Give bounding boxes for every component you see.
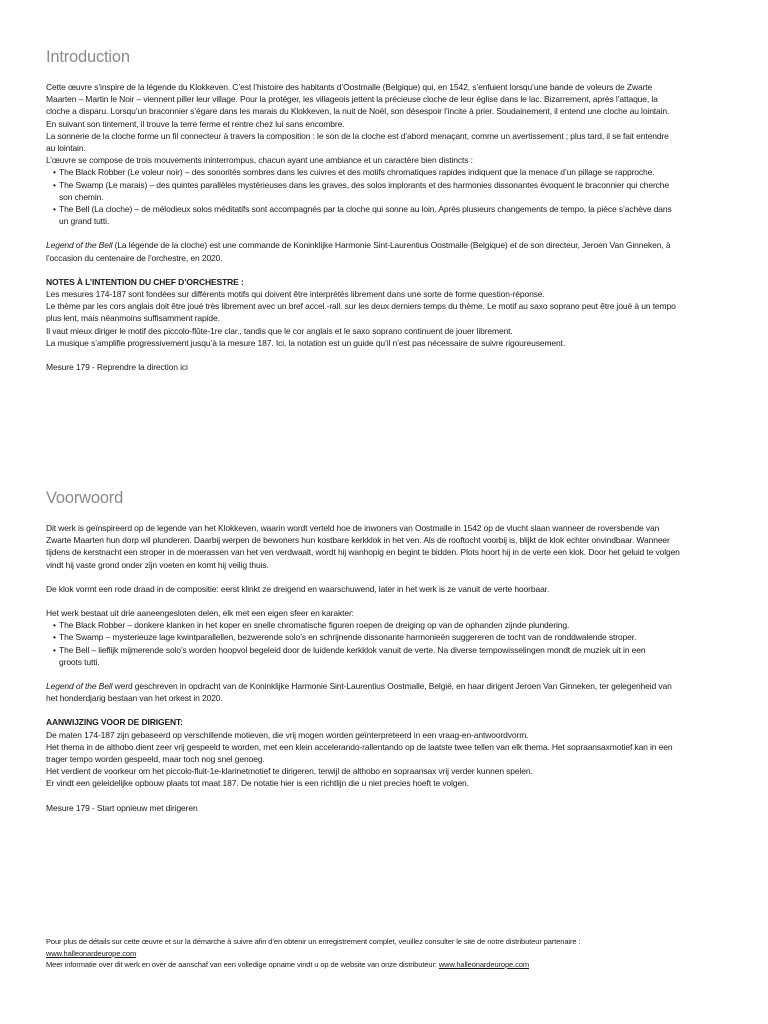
distributor-link-nl[interactable]: www.halleonardeurope.com xyxy=(438,960,529,969)
fr-paragraph-1: Cette œuvre s’inspire de la légende du Klokkeven. C’est l’histoire des habitants d’Oostmalle (Belgique) qui, en 1542, s’enfuient lorsqu’une bande de voleurs de Zwarte Maarten – Martin le Noir – viennent piller leur village. Pour la protéger, les villageois jettent la précieuse cloche de leur église dans le lac. Bizarrement, après l’attaque, la cloche a disparu. Lorsqu’un braconnier s’égare dans les marais du Klokkeven, la nuit de Noël, son désespoir l’incite à prier. Soudainement, il entend une cloche au lointain. En suivant son tintement, il trouve la terre ferme et rentre chez lui sans encombre. xyxy=(46,82,670,129)
fr-measure-note: Mesure 179 - Reprendre la direction ici xyxy=(46,362,188,373)
footer xyxy=(46,936,726,971)
nl-paragraph-1: Dit werk is geïnspireerd op de legende van het Klokkeven, waarin wordt verteld hoe de inwoners van Oostmalle in 1542 op de vlucht slaan wanneer de roversbende van Zwarte Maarten hun dorp wil plunderen. Daarbij werpen de bewoners hun kostbare kerkklok in het ven. Als de rooftocht voorbij is, blijkt de klok echter onvindbaar. Wanneer tijdens de kerstnacht een stroper in de moerassen van het ven verdwaalt, wordt hij wanhopig en begint te bidden. Plots hoort hij in de verte een klok. Door het geluid te volgen vindt hij vaste grond onder zijn voeten en komt hij veilig thuis. xyxy=(46,523,680,570)
fr-paragraph-3: L’œuvre se compose de trois mouvements ininterrompus, chacun ayant une ambiance et un caractère bien distincts : xyxy=(46,155,473,166)
section-voorwoord xyxy=(46,489,726,814)
introduction-heading: Introduction xyxy=(46,48,130,66)
nl-commission-paragraph: Legend of the Bell werd geschreven in opdracht van de Koninklijke Harmonie Sint-Laurentius Oostmalle, België, en haar dirigent Jeroen Van Ginneken, ter gelegenheid van het honderdjarig bestaan van het orkest in 2020. xyxy=(46,681,672,704)
section-introduction xyxy=(46,48,726,373)
list-item: • The Black Robber (Le voleur noir) – des sonorités sombres dans les cuivres et des motifs chromatiques rapides indiquent que la menace d’un pillage se rapproche. xyxy=(46,166,726,178)
list-item: • The Bell (La cloche) – de mélodieux solos méditatifs sont accompagnés par la cloche qui sonne au loin. Après plusieurs changements de tempo, la pièce s’achève dans un grand tutti. xyxy=(46,203,726,227)
fr-notes-heading: NOTES À L’INTENTION DU CHEF D’ORCHESTRE : xyxy=(46,276,244,287)
nl-measure-note: Mesure 179 - Start opnieuw met dirigeren xyxy=(46,802,198,813)
fr-notes: Les mesures 174-187 sont fondées sur différents motifs qui doivent être interprétés librement dans une sorte de forme question-réponse. Le thème par les cors anglais doit être joué très librement avec un bref accel.-rall. sur les deux derniers temps du thème. Le motif au saxo soprano peut être joué à un tempo plus lent, mais néanmoins suffisamment rapide. Il vaut mieux diriger le motif des piccolo-flûte-1re clar., tandis que le cor anglais et le saxo soprano continuent de jouer librement. La musique s’amplifie progressivement jusqu’à la mesure 187. Ici, la notation est un guide qu’il n’est pas nécessaire de suivre rigoureusement. xyxy=(46,289,676,348)
list-item: • The Black Robber – donkere klanken in het koper en snelle chromatische figuren roepen de dreiging op van de ophanden zijnde plundering. xyxy=(46,619,726,631)
nl-movement-list xyxy=(46,619,726,668)
fr-movement-list xyxy=(46,166,726,227)
footer-fr-line: Pour plus de détails sur cette œuvre et sur la démarche à suivre afin d’en obtenir un enregistrement complet, veuillez consulter le site de notre distributeur partenaire : xyxy=(46,937,581,946)
list-item: • The Swamp – mysterieuze lage kwintparallellen, bezwerende solo’s en schrijnende dissonante harmonieën suggereren de tocht van de ronddwalende stroper. xyxy=(46,631,726,643)
voorwoord-heading: Voorwoord xyxy=(46,489,124,507)
list-item: • The Swamp (Le marais) – des quintes parallèles mystérieuses dans les graves, des solos implorants et des harmonies dissonantes évoquent le braconnier qui cherche son chemin. xyxy=(46,179,726,203)
nl-paragraph-2: De klok vormt een rode draad in de compositie: eerst klinkt ze dreigend en waarschuwend, later in het werk is ze vanuit de verte hoorbaar. xyxy=(46,583,550,594)
fr-paragraph-2: La sonnerie de la cloche forme un fil connecteur à travers la composition : le son de la cloche est d’abord menaçant, comme un avertissement ; plus tard, il se fait entendre au lointain. xyxy=(46,130,669,154)
fr-commission-paragraph: Legend of the Bell (La légende de la cloche) est une commande de Koninklijke Harmonie Sint-Laurentius Oostmalle (Belgique) et de son directeur, Jeroen Van Ginneken, à l’occasion du centenaire de l’orchestre, en 2020. xyxy=(46,240,671,263)
work-title: Legend of the Bell xyxy=(46,240,113,251)
work-title: Legend of the Bell xyxy=(46,681,113,692)
nl-notes-heading: AANWIJZING VOOR DE DIRIGENT: xyxy=(46,717,183,728)
nl-notes: De maten 174-187 zijn gebaseerd op verschillende motieven, die vrij mogen worden geïnterpreteerd in een vraag-en-antwoordvorm. Het thema in de althobo dient zeer vrij gespeeld te worden, met een klein accelerando-rallentando op de laatste twee tellen van elk thema. Het sopraansaxmotief kan in een trager tempo worden gespeeld, maar toch nog snel genoeg. Het verdient de voorkeur om het piccolo-fluit-1e-klarinetmotief te dirigeren, terwijl de althobo en sopraansax vrij verder kunnen spelen. Er vindt een geleidelijke opbouw plaats tot maat 187. De notatie hier is een richtlijn die u niet precies hoeft te volgen. xyxy=(46,729,673,789)
list-item: • The Bell – lieflijk mijmerende solo’s worden hoopvol begeleid door de luidende kerkklok vanuit de verte. Na diverse tempowisselingen mondt de muziek uit in een groots tutti. xyxy=(46,644,726,668)
distributor-link-fr[interactable]: www.halleonardeurope.com xyxy=(46,948,137,958)
nl-paragraph-3: Het werk bestaat uit drie aaneengesloten delen, elk met een eigen sfeer en karakter: xyxy=(46,608,354,619)
footer-nl-line: Meer informatie over dit werk en over de aanschaf van een volledige opname vindt u op de website van onze distributeur: www.halleonardeurope.com xyxy=(46,960,529,969)
